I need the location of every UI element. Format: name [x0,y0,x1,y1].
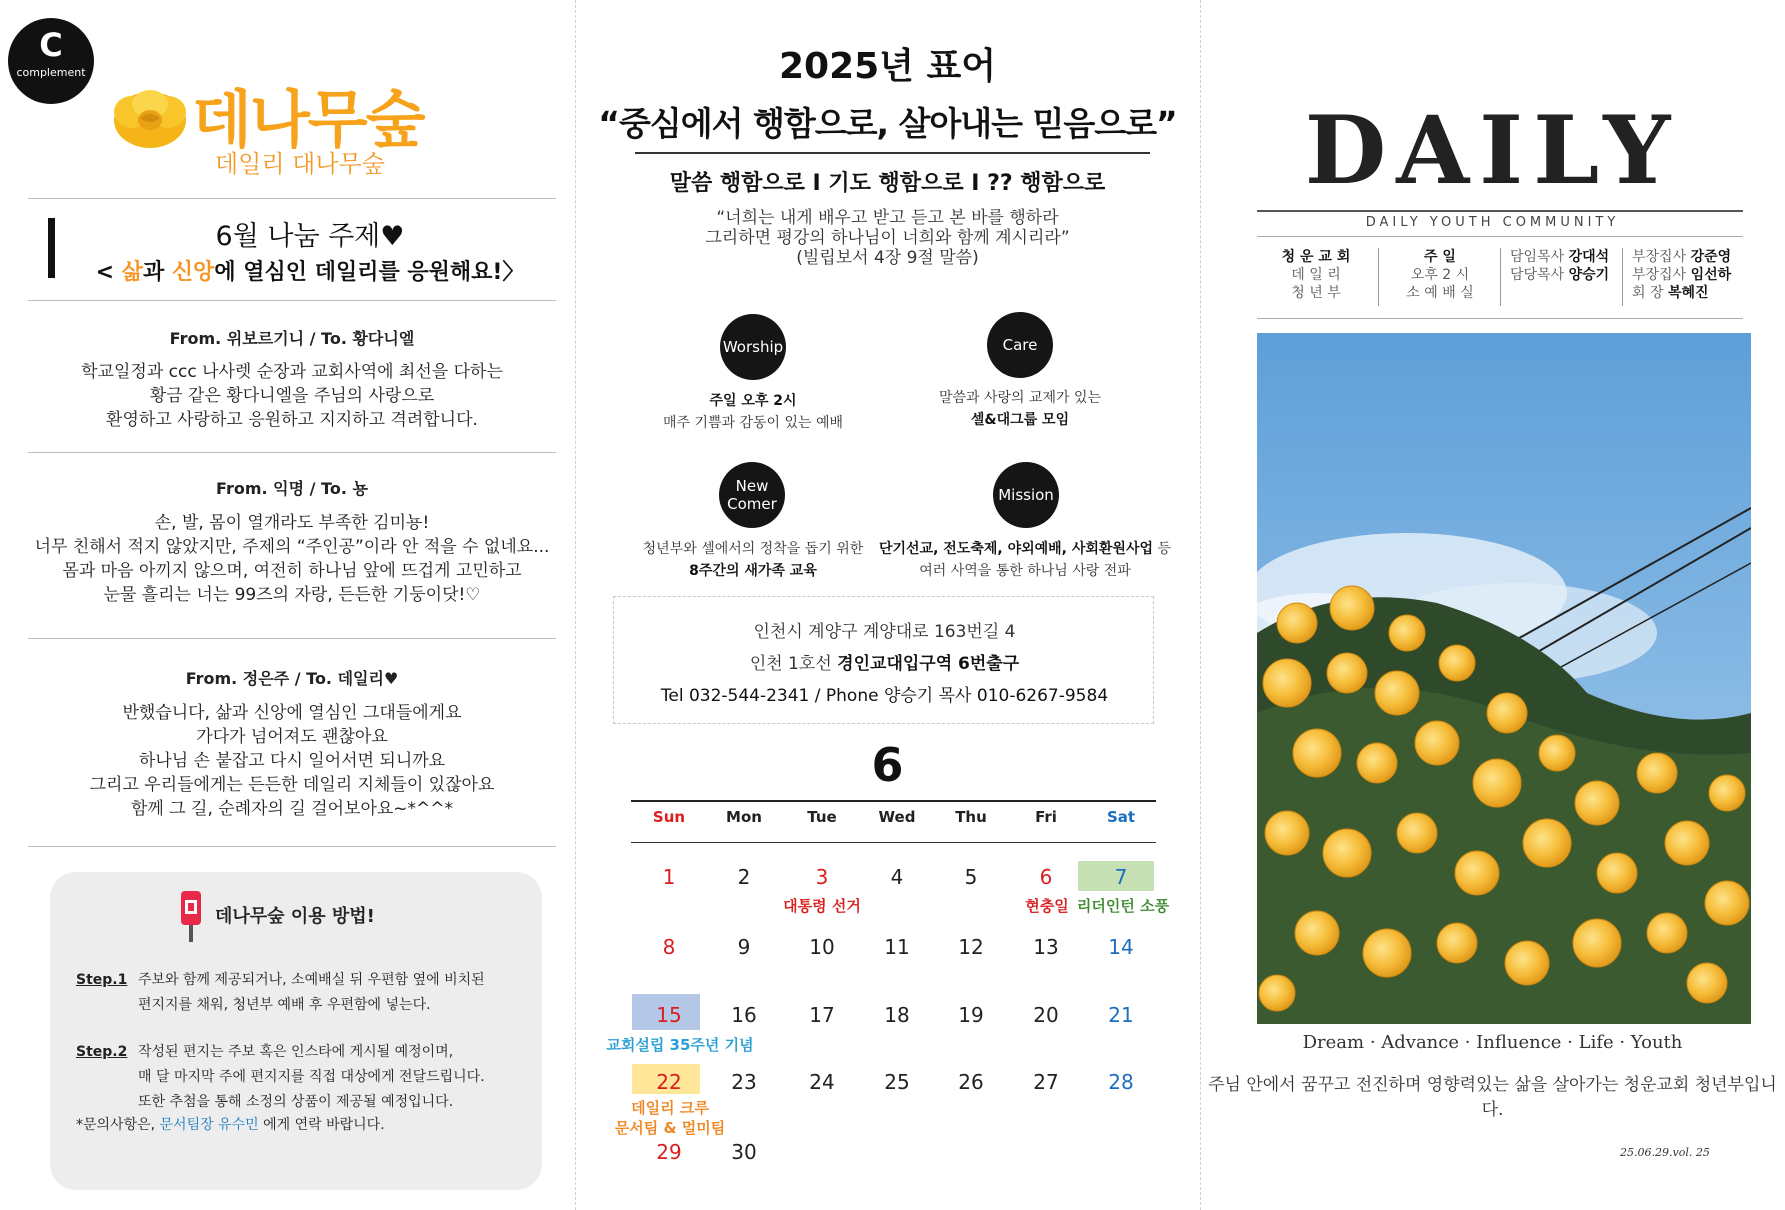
care-badge: Care [987,312,1053,378]
divider [1500,248,1501,306]
divider [1257,318,1743,319]
contact-note: *문의사항은, 문서팀장 유수민 에게 연락 바랍니다. [76,1117,385,1133]
yellow-rose-icon [110,82,190,152]
message-body: 학교일정과 ccc 나사렛 순장과 교회사역에 최선을 다하는 황금 같은 황다니엘을 주님의 사랑으로 환영하고 사랑하고 응원하고 지지하고 격려합니다. [81,362,503,430]
address-line: 인천시 계양구 계양대로 163번길 4 [753,622,1016,642]
subway-line: 인천 1호선 경인교대입구역 6번출구 [749,654,1020,674]
dow-mon: Mon [726,808,762,826]
day-29: 29 [656,1140,682,1164]
complement-logo: C complement [8,18,94,104]
event-election: 대통령 선거 [783,897,861,915]
divider [631,800,1156,802]
divider [631,842,1156,843]
divider [1378,248,1379,306]
divider [1622,248,1623,306]
day-23: 23 [731,1070,757,1094]
day-25: 25 [884,1070,910,1094]
day-24: 24 [809,1070,835,1094]
bamboo-forest-panel [0,0,575,1210]
year-theme-quote: “중심에서 행함으로, 살아내는 믿음으로” [598,104,1177,143]
day-15: 15 [656,1003,682,1027]
day-5: 5 [964,865,978,889]
year-theme-title: 2025년 표어 [778,46,997,87]
phone-line: Tel 032-544-2341 / Phone 양승기 목사 010-6267-9584 [660,686,1109,706]
worship-badge: Worship [720,314,786,380]
theme-accent-bar [48,218,55,278]
day-10: 10 [809,935,835,959]
brand-title: 데나무숲 [192,83,424,156]
day-2: 2 [737,865,751,889]
dow-fri: Fri [1035,808,1057,826]
day-18: 18 [884,1003,910,1027]
day-12: 12 [958,935,984,959]
divider [28,300,556,301]
worship-caption: 주일 오후 2시 매주 기쁨과 감동이 있는 예배 [662,393,844,431]
day-30: 30 [731,1140,757,1164]
day-20: 20 [1033,1003,1059,1027]
day-16: 16 [731,1003,757,1027]
deacon-info: 부장집사 강준영 부장집사 임선하 회 장 복혜진 [1632,249,1732,301]
divider [28,846,556,847]
day-14: 14 [1108,935,1134,959]
day-17: 17 [809,1003,835,1027]
day-3: 3 [815,865,829,889]
daily-tagline: DAILY YOUTH COMMUNITY [1365,215,1620,230]
divider [28,452,556,453]
day-19: 19 [958,1003,984,1027]
day-7: 7 [1114,865,1128,889]
divider [1257,236,1743,237]
message-body: 손, 발, 몸이 열개라도 부족한 김미뇽! 너무 친해서 적지 않았지만, 주제의 “주인공”이라 안 적을 수 없네요... 몸과 마음 아끼지 않으며, 여전히 하나님 앞에 뜨겁게 고민하고 눈물 흘리는 너는 99즈의 자랑, 든든한 기둥이닷!♡ [34,513,550,605]
brand-subtitle: 데일리 대나무숲 [215,150,385,178]
pastor-info: 담임목사 강대석 담당목사 양승기 [1510,249,1610,283]
daily-title: DAILY [1304,96,1681,206]
day-26: 26 [958,1070,984,1094]
motto: Dream · Advance · Influence · Life · Youth [1302,1032,1683,1053]
dow-tue: Tue [807,808,837,826]
day-1: 1 [662,865,676,889]
message-from: From. 정은주 / To. 데일리♥ [185,669,399,688]
day-11: 11 [884,935,910,959]
message-from: From. 위보르기니 / To. 황다니엘 [169,329,415,348]
day-6: 6 [1039,865,1053,889]
mailbox-icon [180,890,202,942]
service-info: 주 일 오후 2 시 소 예 배 실 [1406,249,1474,301]
event-leader-picnic: 리더인턴 소풍 [1076,897,1170,915]
event-founding: 교회설립 35주년 기념 [606,1036,754,1054]
day-13: 13 [1033,935,1059,959]
new-comer-badge: New Comer [719,462,785,528]
mission-badge: Mission [993,462,1059,528]
theme-title: 6월 나눔 주제♥ [215,221,405,252]
year-theme-sub: 말씀 행함으로 I 기도 행함으로 I ?? 행함으로 [669,171,1106,196]
divider [1257,210,1743,212]
schedule-panel [575,0,1200,1210]
day-28: 28 [1108,1070,1134,1094]
event-memorial: 현충일 [1025,897,1069,915]
dow-sun: Sun [652,808,686,826]
day-4: 4 [890,865,904,889]
volume-info: 25.06.29.vol. 25 [1620,1146,1710,1159]
divider [28,638,556,639]
day-21: 21 [1108,1003,1134,1027]
theme-subtitle: < 삶과 신앙에 열심인 데일리를 응원해요!〉 [95,260,525,285]
divider [635,152,1150,154]
mission-statement: 주님 안에서 꿈꾸고 전진하며 영향력있는 삶을 살아가는 청운교회 청년부입니다. [1208,1075,1777,1120]
bible-verse: “너희는 내게 배우고 받고 듣고 본 바를 행하라 그리하면 평강의 하나님이 너희와 함께 계시리라” (빌립보서 4장 9절 말씀) [705,208,1070,268]
address-box [613,596,1154,724]
cover-panel [1200,0,1785,1210]
how-to-title: 데나무숲 이용 방법! [215,906,375,927]
day-27: 27 [1033,1070,1059,1094]
rose-photo [1257,333,1751,1024]
mission-caption: 단기선교, 전도축제, 야외예배, 사회환원사업 등 여러 사역을 통한 하나님 사랑 전파 [879,541,1171,579]
divider [28,198,556,199]
dow-thu: Thu [955,808,987,826]
how-to-box: 데나무숲 이용 방법! Step.1 주보와 함께 제공되거나, 소예배실 뒤 우편함 옆에 비치된 편지지를 채워, 청년부 예배 후 우편함에 넣는다. Step.2 작성된 편지는 주보 혹은 인스타에 게시될 예정이며, 매 달 마지막 주에 편지지를 직접 대상에게 전달드립니다. 또한 추첨을 통해 소정의 상품이 제공될 예정입니다. *문의사항은, 문서팀장 유수민 에게 연락 바랍니다. [50,872,542,1190]
message-body: 반했습니다, 삶과 신앙에 열심인 그대들에게요 가다가 넘어져도 괜찮아요 하나님 손 붙잡고 다시 일어서면 되니까요 그리고 우리들에게는 든든한 데일리 지체들이 있잖아요 함께 그 길, 순례자의 길 걸어보아요~*^^* [89,703,495,819]
event-crew: 데일리 크루 문서팀 & 멀미팀 [614,1099,726,1137]
day-22: 22 [656,1070,682,1094]
day-9: 9 [737,935,751,959]
care-caption: 말씀과 사랑의 교제가 있는 셀&대그룹 모임 [938,390,1102,428]
dow-wed: Wed [878,808,916,826]
day-8: 8 [662,935,676,959]
new-comer-caption: 청년부와 셀에서의 정착을 돕기 위한 8주간의 새가족 교육 [642,541,864,579]
church-info: 청 운 교 회 데 일 리 청 년 부 [1281,249,1351,301]
calendar-month: 6 [871,738,904,792]
message-from: From. 익명 / To. 뇽 [216,479,368,498]
dow-sat: Sat [1106,808,1136,826]
